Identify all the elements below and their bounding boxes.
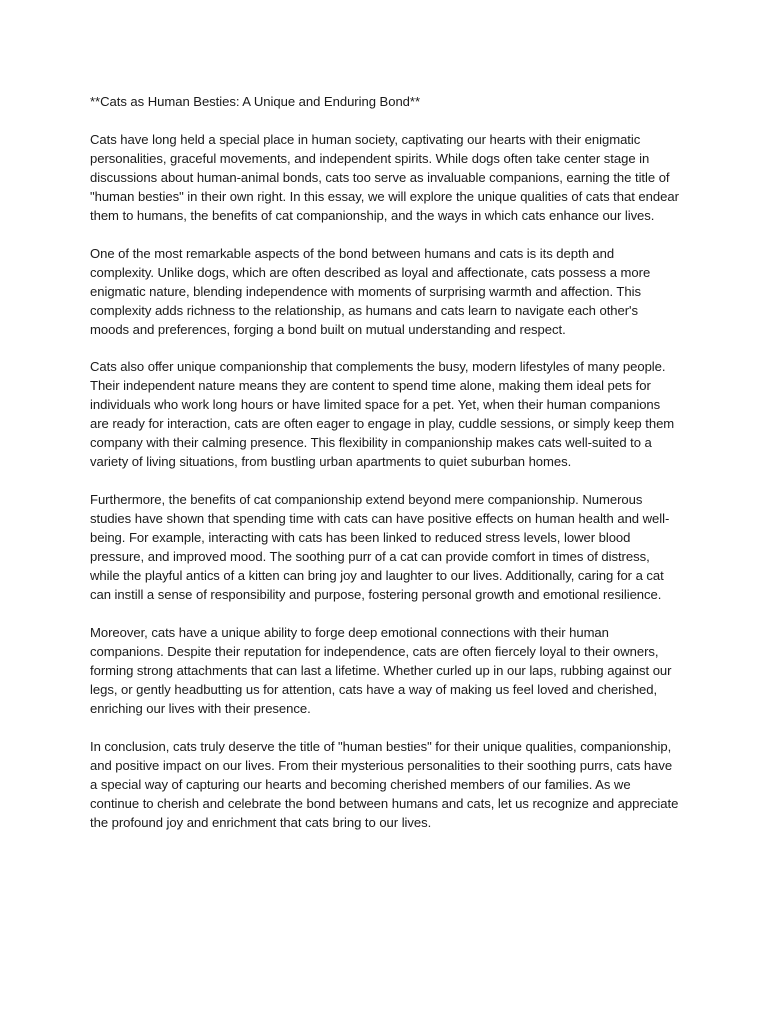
document-body [90,93,680,851]
paragraph-health-benefits: Furthermore, the benefits of cat companionship extend beyond mere companionship. Numerous studies have shown that spending time with cats can have positive effects on human health and well-being. For example, interacting with cats has been linked to reduced stress levels, lower blood pressure, and improved mood. The soothing purr of a cat can provide comfort in times of distress, while the playful antics of a kitten can bring joy and laughter to our lives. Additionally, caring for a cat can instill a sense of responsibility and purpose, fostering personal growth and emotional resilience. [90,492,670,602]
paragraph-intro: Cats have long held a special place in human society, captivating our hearts with their enigmatic personalities, graceful movements, and independent spirits. While dogs often take center stage in discussions about human-animal bonds, cats too serve as invaluable companions, earning the title of "human besties" in their own right. In this essay, we will explore the unique qualities of cats that endear them to humans, the benefits of cat companionship, and the ways in which cats enhance our lives. [90,131,679,223]
paragraph-emotional-connections: Moreover, cats have a unique ability to forge deep emotional connections with their human companions. Despite their reputation for independence, cats are often fiercely loyal to their owners, forming strong attachments that can last a lifetime. Whether curled up in our laps, rubbing against our legs, or gently headbutting us for attention, cats have a way of making us feel loved and cherished, enriching our lives with their presence. [90,624,672,716]
paragraph-companionship: Cats also offer unique companionship that complements the busy, modern lifestyles of many people. Their independent nature means they are content to spend time alone, making them ideal pets for individuals who work long hours or have limited space for a pet. Yet, when their human companions are ready for interaction, cats are often eager to engage in play, cuddle sessions, or simply keep them company with their calming presence. This flexibility in companionship makes cats well-suited to a variety of living situations, from bustling urban apartments to quiet suburban homes. [90,359,675,470]
document-title: **Cats as Human Besties: A Unique and Enduring Bond** [90,94,420,109]
paragraph-conclusion: In conclusion, cats truly deserve the title of "human besties" for their unique qualities, companionship, and positive impact on our lives. From their mysterious personalities to their soothing purrs, cats have a special way of capturing our hearts and becoming cherished members of our families. As we continue to cherish and celebrate the bond between humans and cats, let us recognize and appreciate the profound joy and enrichment that cats bring to our lives. [90,738,679,830]
paragraph-bond-depth: One of the most remarkable aspects of the bond between humans and cats is its depth and complexity. Unlike dogs, which are often described as loyal and affectionate, cats possess a more enigmatic nature, blending independence with moments of surprising warmth and affection. This complexity adds richness to the relationship, as humans and cats learn to navigate each other's moods and preferences, forging a bond built on mutual understanding and respect. [90,245,651,337]
